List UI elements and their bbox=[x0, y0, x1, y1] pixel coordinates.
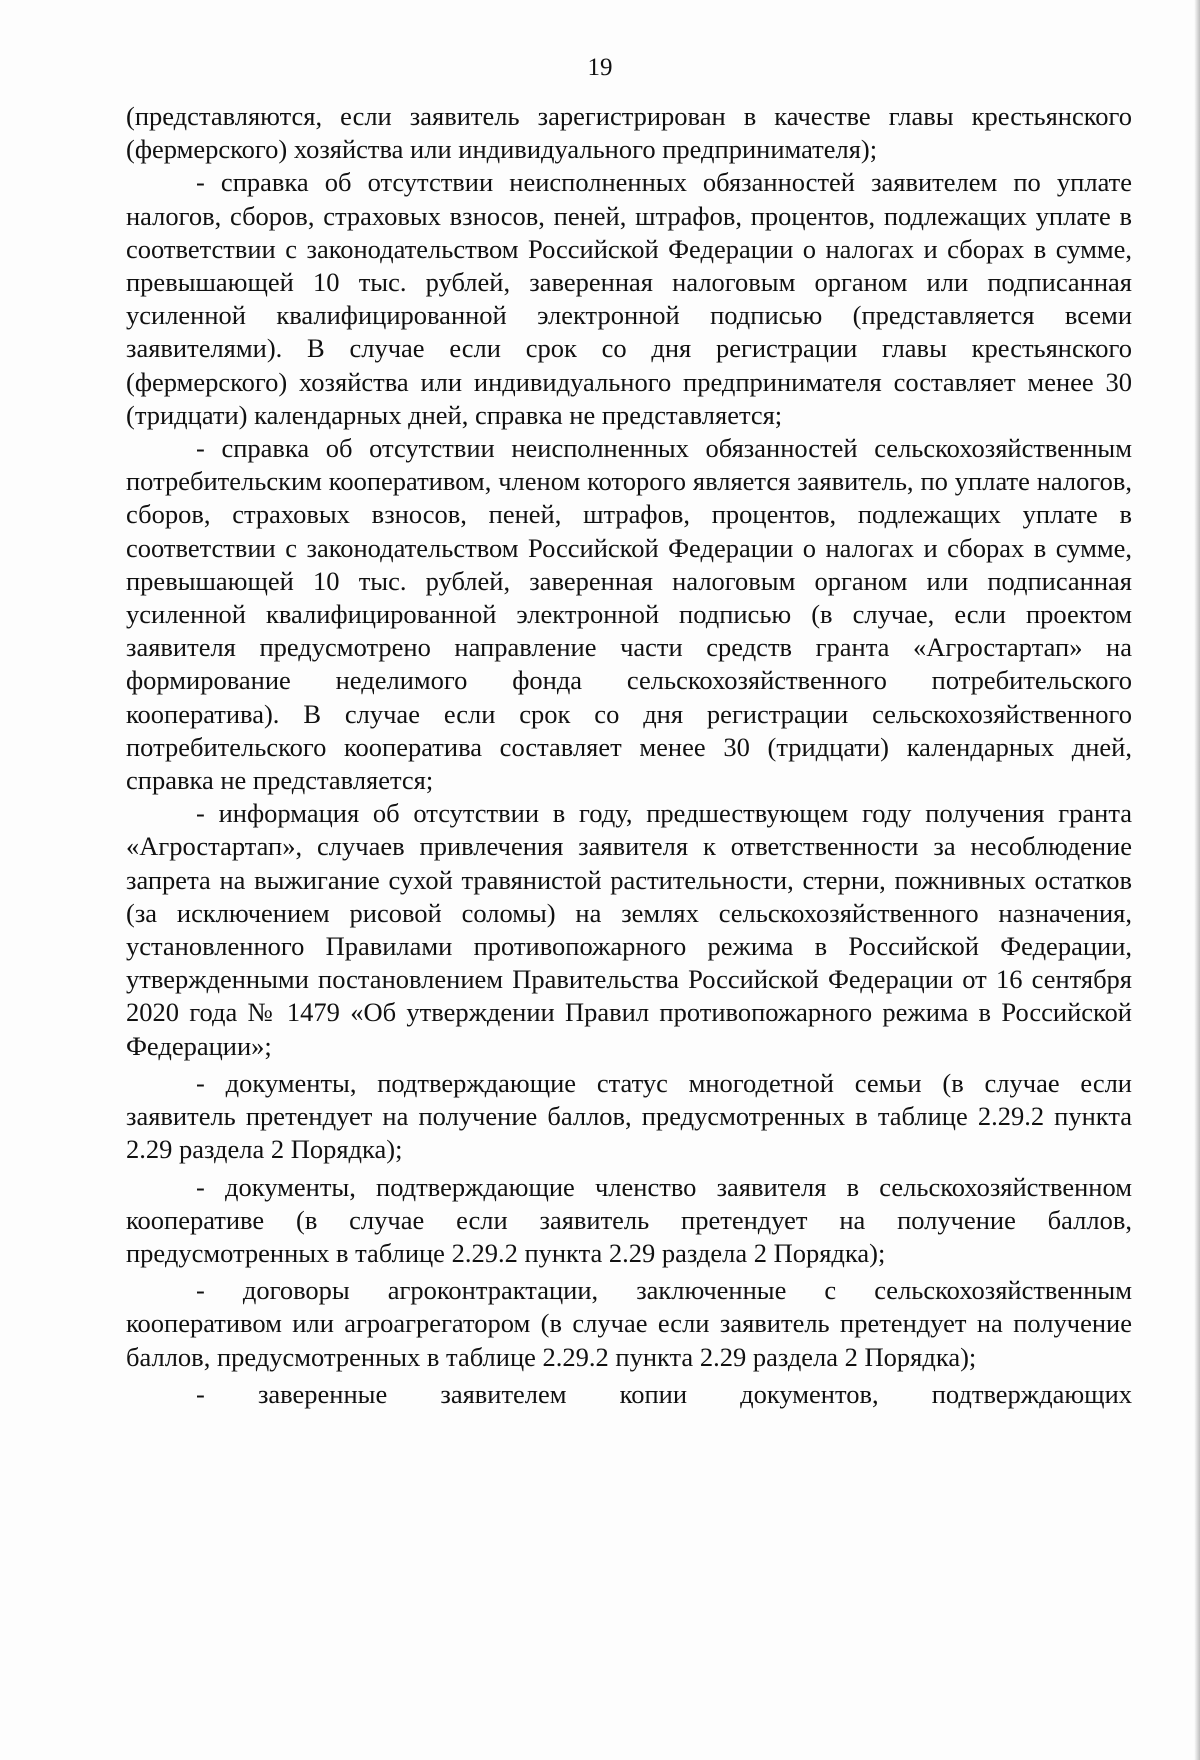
paragraph-continuation: (представляются, если заявитель зарегистрирован в качестве главы крестьянского (фермерского) хозяйства или индивидуального предпринимателя); bbox=[126, 101, 1132, 165]
paragraph-fire-safety-information: - информация об отсутствии в году, предшествующем году получения гранта «Агростартап», случаев привлечения заявителя к ответственности за несоблюдение запрета на выжигание сухой травянистой растительности, стерни, пожнивных остатков (за исключением рисовой соломы) на землях сельскохозяйственного назначения, установленного Правилами противопожарного режима в Российской Федерации, утвержденными постановлением Правительства Российской Федерации от 16 сентября 2020 года № 1479 «Об утверждении Правил противопожарного режима в Российской Федерации»; bbox=[126, 798, 1132, 1061]
paragraph-agrocontracting-agreements: - договоры агроконтрактации, заключенные с сельскохозяйственным кооперативом или агроагрегатором (в случае если заявитель претендует на получение баллов, предусмотренных в таблице 2.29.2 пункта 2.29 раздела 2 Порядка); bbox=[126, 1275, 1132, 1372]
paragraph-large-family-documents: - документы, подтверждающие статус многодетной семьи (в случае если заявитель претендует на получение баллов, предусмотренных в таблице 2.29.2 пункта 2.29 раздела 2 Порядка); bbox=[126, 1067, 1132, 1165]
scan-edge-shadow bbox=[1194, 0, 1200, 1760]
paragraph-tax-certificate-applicant: - справка об отсутствии неисполненных обязанностей заявителем по уплате налогов, сборов, страховых взносов, пеней, штрафов, процентов, подлежащих уплате в соответствии с законодательством Российской Федерации о налогах и сборах в сумме, превышающей 10 тыс. рублей, заверенная налоговым органом или подписанная усиленной квалифицированной электронной подписью (представляется всеми заявителями). В случае если срок со дня регистрации главы крестьянского (фермерского) хозяйства или индивидуального предпринимателя составляет менее 30 (тридцати) календарных дней, справка не представляется; bbox=[126, 167, 1132, 430]
paragraph-certified-copies: - заверенные заявителем копии документов, подтверждающих bbox=[196, 1378, 1132, 1409]
page-number: 19 bbox=[587, 54, 613, 81]
paragraph-tax-certificate-cooperative: - справка об отсутствии неисполненных обязанностей сельскохозяйственным потребительским кооперативом, членом которого является заявитель, по уплате налогов, сборов, страховых взносов, пеней, штрафов, процентов, подлежащих уплате в соответствии с законодательством Российской Федерации о налогах и сборах в сумме, превышающей 10 тыс. рублей, заверенная налоговым органом или подписанная усиленной квалифицированной электронной подписью (в случае, если проектом заявителя предусмотрено направление части средств гранта «Агростартап» на формирование неделимого фонда сельскохозяйственного потребительского кооператива). В случае если срок со дня регистрации сельскохозяйственного потребительского кооператива составляет менее 30 (тридцати) календарных дней, справка не представляется; bbox=[126, 433, 1132, 796]
paragraph-cooperative-membership-documents: - документы, подтверждающие членство заявителя в сельскохозяйственном кооперативе (в случае если заявитель претендует на получение баллов, предусмотренных в таблице 2.29.2 пункта 2.29 раздела 2 Порядка); bbox=[126, 1171, 1132, 1268]
document-body bbox=[126, 100, 1132, 1411]
